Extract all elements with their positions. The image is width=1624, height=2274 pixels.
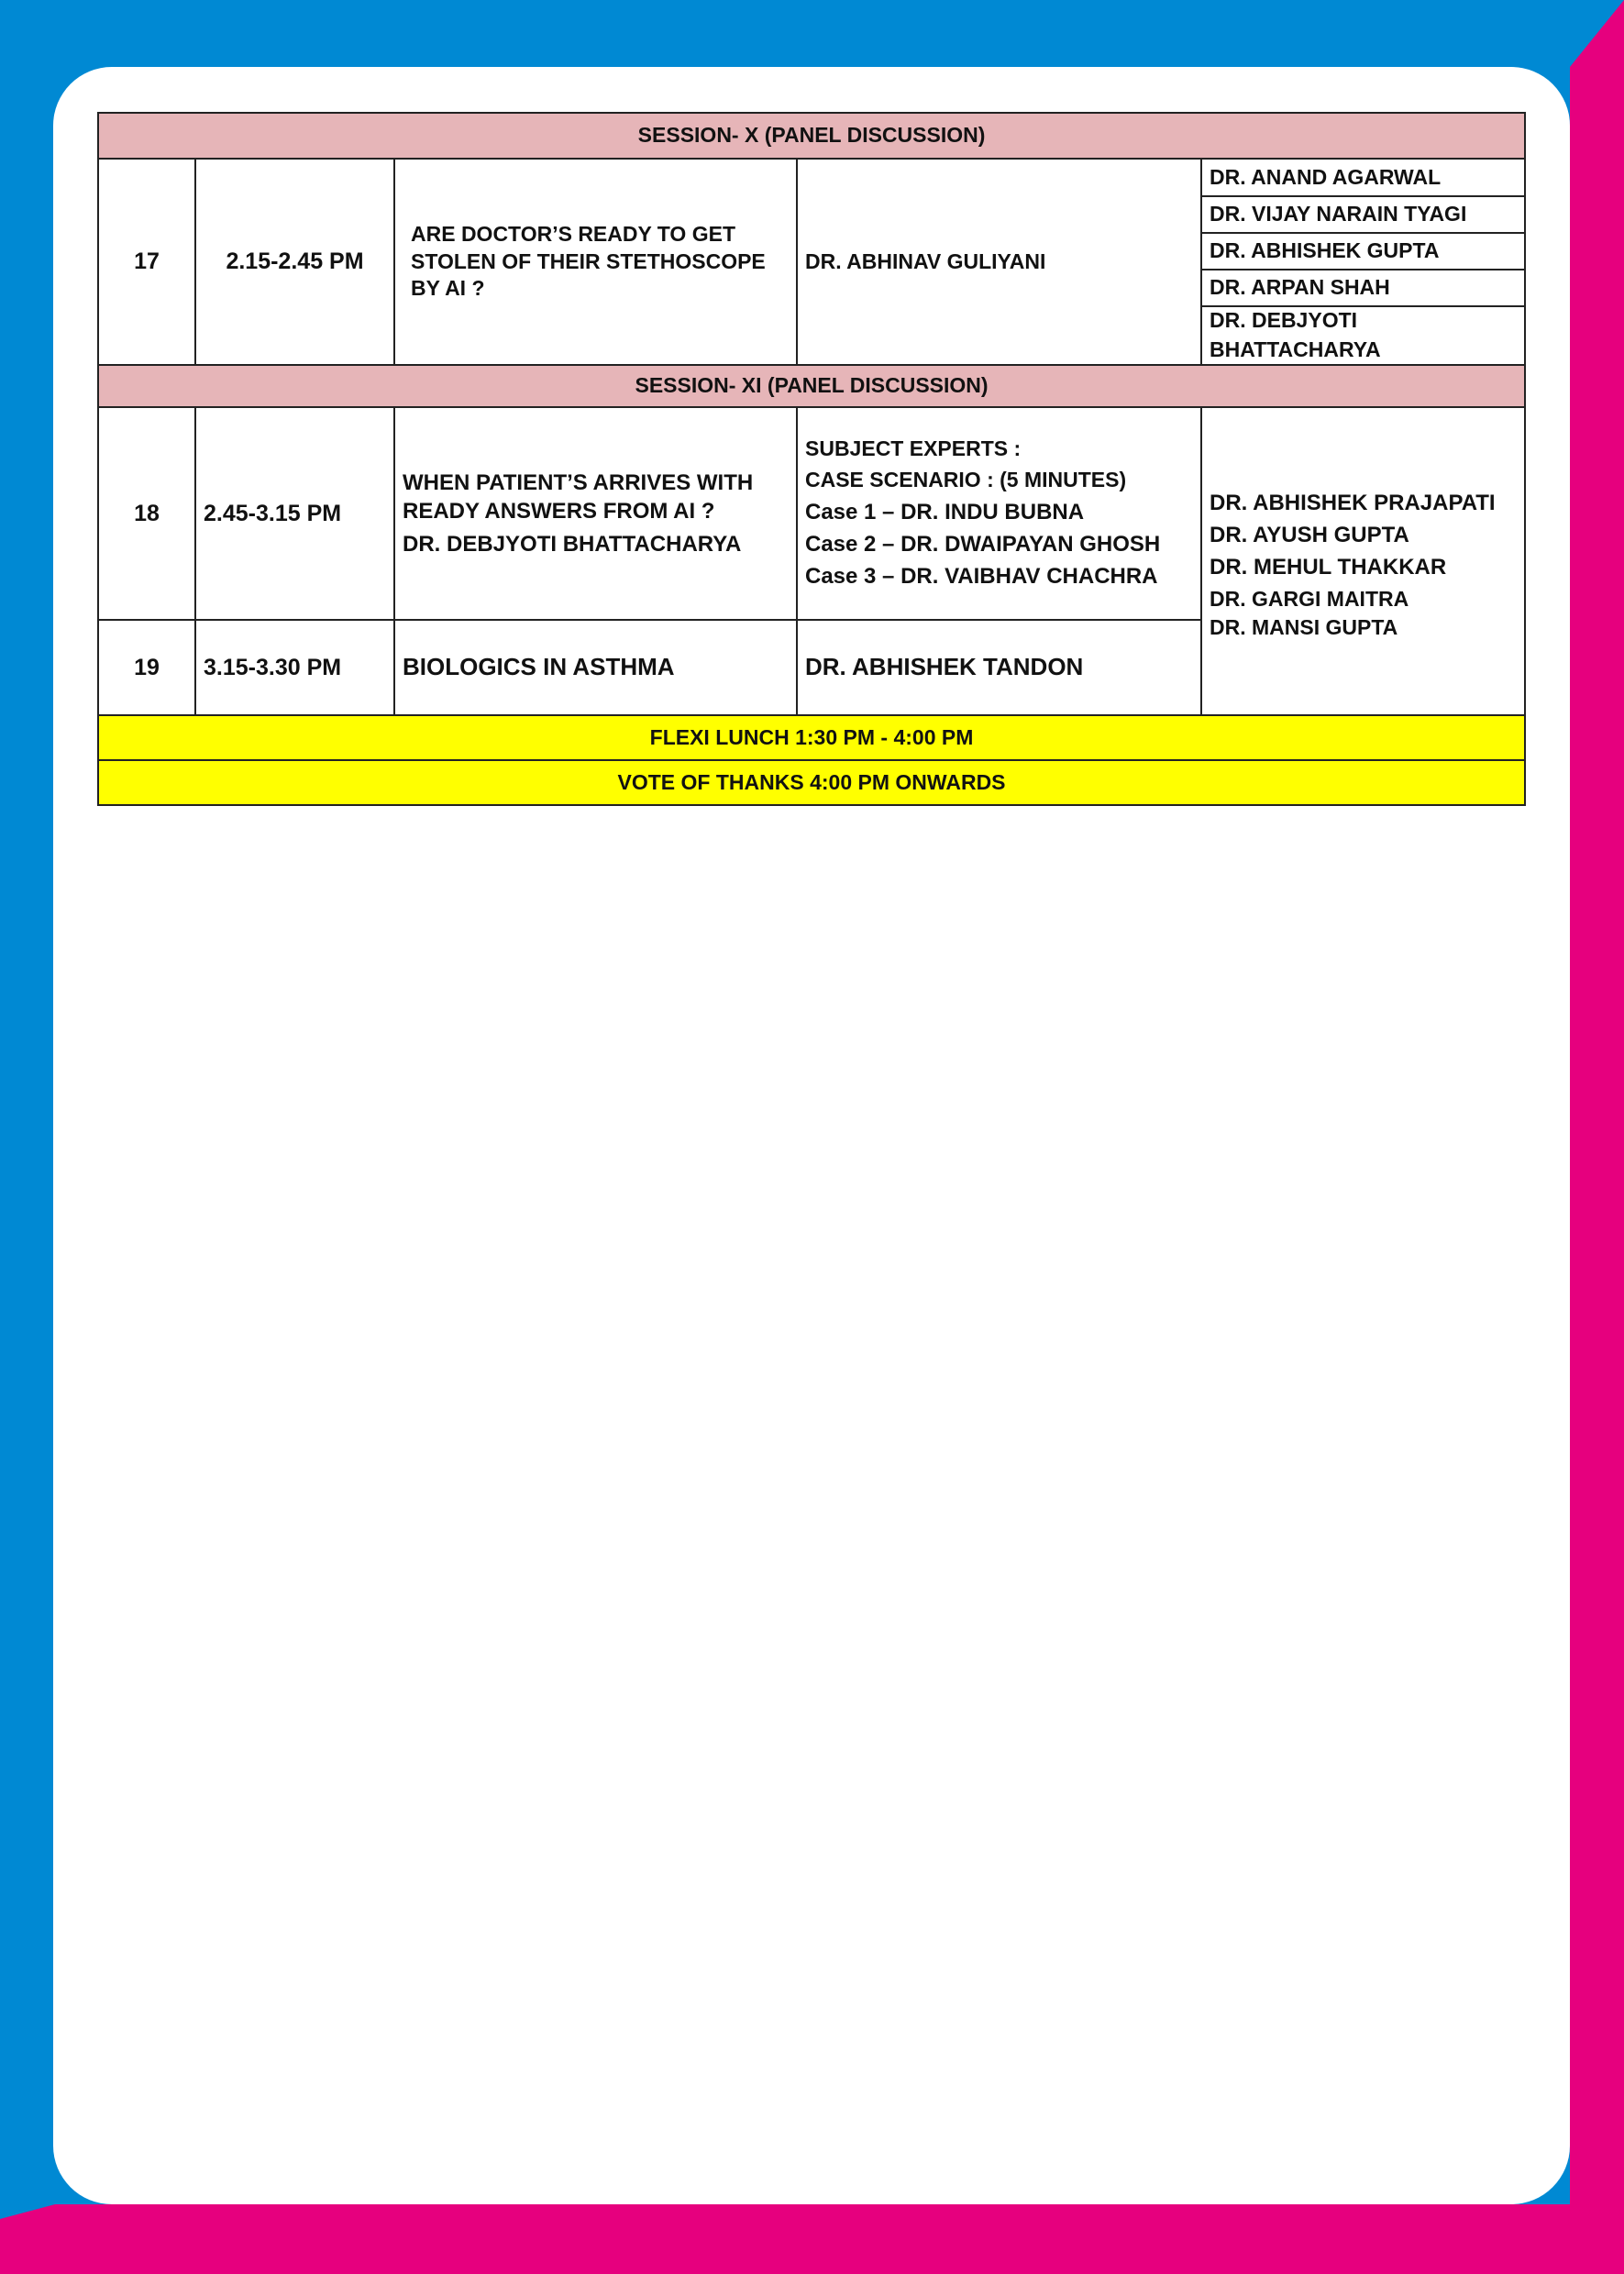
panelist: DR. VIJAY NARAIN TYAGI [1202, 197, 1524, 234]
panelist: DR. GARGI MAITRA [1210, 586, 1409, 611]
row-topic: BIOLOGICS IN ASTHMA [394, 620, 797, 715]
table-row-18 [98, 407, 1525, 620]
panelist: DR. ARPAN SHAH [1202, 270, 1524, 307]
case-item: Case 1 – DR. INDU BUBNA [805, 500, 1085, 525]
case-item: Case 2 – DR. DWAIPAYAN GHOSH [805, 532, 1161, 557]
row-time: 2.15-2.45 PM [195, 159, 394, 365]
panelist: DR. ANAND AGARWAL [1202, 160, 1524, 197]
row-time: 3.15-3.30 PM [195, 620, 394, 715]
row-topic: WHEN PATIENT’S ARRIVES WITH READY ANSWERS FROM AI ? [403, 470, 754, 524]
row-number: 17 [98, 159, 195, 365]
row-time: 2.45-3.15 PM [195, 407, 394, 620]
table-row-17 [98, 159, 1525, 365]
subject-experts-label: SUBJECT EXPERTS : [805, 436, 1022, 461]
panelist: DR. ABHISHEK GUPTA [1202, 234, 1524, 270]
session-xi-panelists [1201, 407, 1525, 715]
panelist: DR. AYUSH GUPTA [1210, 523, 1409, 548]
case-scenario-label: CASE SCENARIO : (5 MINUTES) [805, 468, 1127, 492]
row-speaker: DR. ABHISHEK TANDON [797, 620, 1201, 715]
schedule-table [97, 112, 1526, 806]
panelist: DR. MEHUL THAKKAR [1210, 555, 1447, 580]
row-moderator: DR. ABHINAV GULIYANI [797, 159, 1201, 365]
lunch-row [98, 715, 1525, 760]
session-x-title: SESSION- X (PANEL DISCUSSION) [98, 113, 1525, 159]
lunch-banner: FLEXI LUNCH 1:30 PM - 4:00 PM [98, 715, 1525, 760]
row-topic: ARE DOCTOR’S READY TO GET STOLEN OF THEIR STETHOSCOPE BY AI ? [394, 159, 797, 365]
panelist: DR. ABHISHEK PRAJAPATI [1210, 491, 1496, 515]
panelist: DR. MANSI GUPTA [1210, 615, 1398, 640]
panelist-list [1201, 159, 1525, 365]
row-topic-cell [394, 407, 797, 620]
panelist: DR. DEBJYOTI BHATTACHARYA [1210, 308, 1381, 361]
row-speaker: DR. DEBJYOTI BHATTACHARYA [403, 531, 742, 557]
thanks-row [98, 760, 1525, 805]
row-number: 19 [98, 620, 195, 715]
session-x-header [98, 113, 1525, 159]
case-scenario-cell [797, 407, 1201, 620]
row-number: 18 [98, 407, 195, 620]
session-xi-title: SESSION- XI (PANEL DISCUSSION) [98, 365, 1525, 407]
session-xi-header [98, 365, 1525, 407]
vote-of-thanks-banner: VOTE OF THANKS 4:00 PM ONWARDS [98, 760, 1525, 805]
case-item: Case 3 – DR. VAIBHAV CHACHRA [805, 564, 1158, 590]
